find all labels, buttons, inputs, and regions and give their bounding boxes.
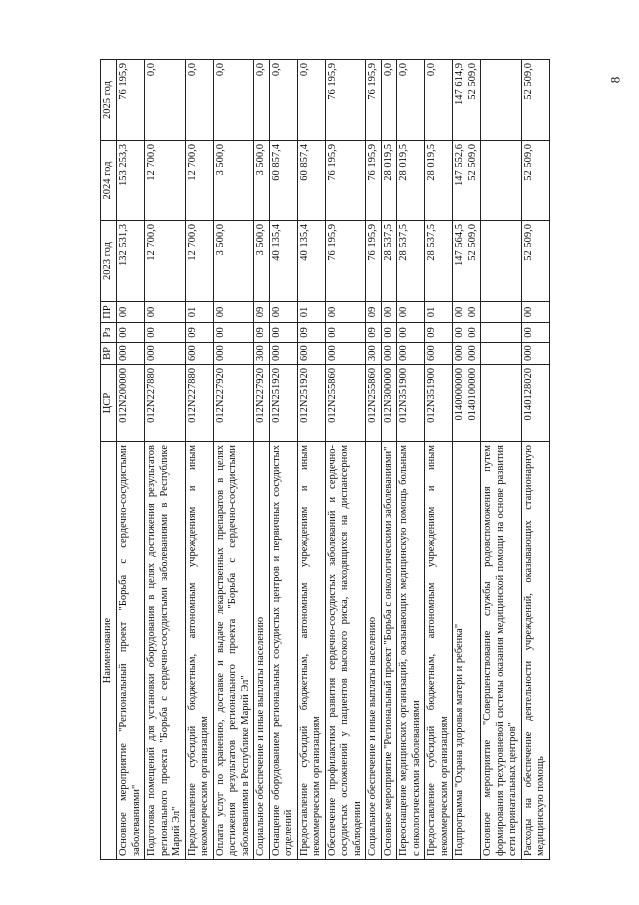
table-row: [453, 60, 481, 860]
cell-2023-value: 12 700,0: [146, 224, 157, 261]
cell-rz-value: 09: [367, 327, 378, 338]
cell-2024: [254, 141, 270, 221]
cell-2023-value: 28 537,5: [382, 224, 394, 261]
cell-vr: [325, 343, 366, 365]
cell-pr-value: 00: [522, 306, 534, 318]
cell-pr: [521, 302, 549, 323]
cell-pr-value: 09: [367, 306, 378, 318]
cell-2024-value: 52 509,0: [466, 144, 478, 181]
cell-2025-value: 76 195,9: [367, 63, 378, 100]
cell-pr: [325, 302, 366, 323]
table-row: [325, 60, 366, 860]
table-row: [521, 60, 549, 860]
cell-2024-value: 76 195,9: [367, 144, 378, 181]
cell-vr: [481, 343, 522, 365]
cell-pr: [397, 302, 425, 323]
table-row: [366, 60, 382, 860]
cell-vr-value: 300: [255, 345, 266, 361]
cell-2023: [481, 221, 522, 302]
cell-2024: [453, 141, 481, 221]
cell-2024-value: 28 019,5: [398, 144, 409, 181]
cell-2024: [481, 141, 522, 221]
cell-2023: [269, 221, 297, 302]
cell-csr-value: 012N300000: [382, 368, 394, 423]
cell-2023-value: 40 135,4: [270, 224, 282, 261]
cell-rz: [521, 323, 549, 343]
cell-2023-value: 76 195,9: [326, 224, 338, 261]
cell-2025-value: 76 195,9: [326, 63, 338, 100]
cell-name: Основное мероприятие "Совершенствование службы родовспоможения путем формирования трехуровневой системы оказания медицинской помощи на основе развития сети перинатальных центров": [481, 442, 522, 860]
cell-2025: [269, 60, 297, 141]
cell-csr: [521, 365, 549, 442]
cell-vr: [397, 343, 425, 365]
cell-pr-value: 00: [146, 306, 157, 318]
cell-csr: [185, 365, 213, 442]
cell-rz: [481, 323, 522, 343]
cell-2024-value: 60 857,4: [298, 144, 310, 181]
table-row: [481, 60, 522, 860]
cell-2023-value: 28 537,5: [426, 224, 437, 261]
cell-rz: [397, 323, 425, 343]
cell-vr: [381, 343, 397, 365]
cell-vr: [145, 343, 186, 365]
cell-rz-value: 00: [382, 327, 394, 338]
cell-vr-value: 000: [118, 345, 129, 361]
cell-2024-value: 12 700,0: [146, 144, 157, 181]
cell-2025: [254, 60, 270, 141]
cell-2023: [185, 221, 213, 302]
cell-pr-value: 00: [326, 306, 338, 318]
header-2023: 2023 год: [101, 221, 117, 302]
cell-2023-value: 147 564,5: [454, 224, 465, 266]
cell-vr: [185, 343, 213, 365]
cell-csr: [213, 365, 254, 442]
cell-2023-value: 40 135,4: [298, 224, 310, 261]
cell-rz-value: 00: [118, 327, 129, 338]
cell-2023: [117, 221, 145, 302]
cell-csr-value: 012N255860: [367, 368, 378, 423]
cell-csr-value: 0140100000: [466, 368, 478, 421]
cell-pr-value: 01: [426, 306, 437, 318]
page-number: 8: [607, 76, 623, 84]
cell-2025-value: 0,0: [214, 63, 226, 77]
cell-name: Обеспечение профилактики развития сердечно-сосудистых заболеваний и сердечно-сосудистых осложнений у пациентов высокого риска, находящихся на диспансерном наблюдении: [325, 442, 366, 860]
table-row: [397, 60, 425, 860]
cell-pr-value: 00: [382, 306, 394, 318]
cell-csr: [381, 365, 397, 442]
cell-rz-value: 00: [270, 327, 282, 338]
cell-name: Социальное обеспечение и иные выплаты населению: [254, 442, 270, 860]
cell-2025: [481, 60, 522, 141]
table-row: [145, 60, 186, 860]
cell-vr: [117, 343, 145, 365]
cell-2025-value: 0,0: [270, 63, 282, 77]
cell-2023-value: 3 500,0: [255, 224, 266, 256]
cell-vr: [425, 343, 453, 365]
cell-2025: [381, 60, 397, 141]
cell-csr-value: 012N200000: [118, 368, 129, 423]
cell-2023: [254, 221, 270, 302]
cell-pr-value: 01: [186, 306, 198, 318]
cell-2024: [397, 141, 425, 221]
cell-2024: [425, 141, 453, 221]
cell-csr-value: 012N227920: [214, 368, 226, 423]
header-vr: ВР: [101, 343, 117, 365]
cell-2025: [145, 60, 186, 141]
cell-pr-value: 00: [118, 306, 129, 318]
cell-pr: [254, 302, 270, 323]
cell-rz-value: 00: [326, 327, 338, 338]
cell-2024-value: 3 500,0: [255, 144, 266, 176]
cell-2023-value: 12 700,0: [186, 224, 198, 261]
cell-pr-value: 00: [466, 306, 478, 318]
table-row: [425, 60, 453, 860]
cell-rz: [453, 323, 481, 343]
cell-name: Переоснащение медицинских организаций, оказывающих медицинскую помощь больным с онкологическими заболеваниями: [397, 442, 425, 860]
cell-rz-value: 00: [398, 327, 409, 338]
budget-table-container: [100, 60, 605, 860]
cell-pr-value: 00: [270, 306, 282, 318]
cell-csr: [145, 365, 186, 442]
cell-pr: [366, 302, 382, 323]
cell-rz: [269, 323, 297, 343]
table-row: [117, 60, 145, 860]
cell-vr: [297, 343, 325, 365]
cell-csr-value: 012N351900: [398, 368, 409, 423]
cell-2024-value: 28 019,5: [382, 144, 394, 181]
cell-rz: [381, 323, 397, 343]
cell-2023-value: 132 531,3: [118, 224, 129, 266]
cell-pr: [453, 302, 481, 323]
cell-rz-value: 00: [522, 327, 534, 338]
cell-pr-value: 00: [454, 306, 465, 318]
cell-2024: [325, 141, 366, 221]
cell-vr-value: 000: [398, 345, 409, 361]
cell-2025: [117, 60, 145, 141]
cell-2023: [366, 221, 382, 302]
cell-csr: [453, 365, 481, 442]
cell-2024: [213, 141, 254, 221]
cell-rz: [185, 323, 213, 343]
cell-pr: [213, 302, 254, 323]
cell-name: Оснащение оборудованием региональных сосудистых центров и первичных сосудистых отделений: [269, 442, 297, 860]
cell-2024: [117, 141, 145, 221]
cell-csr: [481, 365, 522, 442]
cell-2023-value: 3 500,0: [214, 224, 226, 256]
cell-2025-value: 76 195,9: [118, 63, 129, 100]
cell-csr-value: 012N251920: [270, 368, 282, 423]
cell-rz-value: 09: [255, 327, 266, 338]
cell-csr-value: 012N251920: [298, 368, 310, 423]
cell-name: Социальное обеспечение и иные выплаты населению: [366, 442, 382, 860]
cell-vr-value: 000: [270, 345, 282, 361]
cell-name: Предоставление субсидий бюджетным, автономным учреждениям и иным некоммерческим организациям: [297, 442, 325, 860]
cell-name: Основное мероприятие "Региональный проект "Борьба с онкологическими заболеваниями": [381, 442, 397, 860]
cell-2025: [425, 60, 453, 141]
cell-csr: [425, 365, 453, 442]
cell-2023: [425, 221, 453, 302]
cell-vr: [254, 343, 270, 365]
cell-vr-value: 000: [214, 345, 226, 361]
cell-pr-value: 00: [214, 306, 226, 318]
cell-vr-value: 000: [466, 345, 478, 361]
cell-2025: [397, 60, 425, 141]
cell-vr-value: 300: [367, 345, 378, 361]
cell-csr: [366, 365, 382, 442]
cell-csr: [397, 365, 425, 442]
cell-rz: [425, 323, 453, 343]
cell-pr: [185, 302, 213, 323]
cell-vr-value: 000: [454, 345, 465, 361]
cell-vr-value: 600: [426, 345, 437, 361]
cell-name: Предоставление субсидий бюджетным, автономным учреждениям и иным некоммерческим организациям: [425, 442, 453, 860]
cell-2025-value: 0,0: [398, 63, 409, 77]
header-pr: ПР: [101, 302, 117, 323]
cell-rz-value: 09: [298, 327, 310, 338]
cell-2024-value: 28 019,5: [426, 144, 437, 181]
cell-vr-value: 600: [186, 345, 198, 361]
cell-rz-value: 09: [186, 327, 198, 338]
cell-2023-value: 52 509,0: [466, 224, 478, 261]
cell-pr: [297, 302, 325, 323]
cell-2023-value: 28 537,5: [398, 224, 409, 261]
cell-vr: [453, 343, 481, 365]
cell-vr-value: 000: [326, 345, 338, 361]
cell-rz-value: 09: [426, 327, 437, 338]
cell-2023: [213, 221, 254, 302]
cell-pr-value: 00: [398, 306, 409, 318]
cell-rz-value: 00: [454, 327, 465, 338]
header-csr: ЦСР: [101, 365, 117, 442]
cell-2025: [325, 60, 366, 141]
cell-2025-value: 147 614,9: [454, 63, 465, 105]
cell-2024-value: 3 500,0: [214, 144, 226, 176]
cell-vr: [366, 343, 382, 365]
cell-rz: [254, 323, 270, 343]
cell-2024: [297, 141, 325, 221]
cell-pr: [145, 302, 186, 323]
header-2024: 2024 год: [101, 141, 117, 221]
cell-csr-value: 012N227920: [255, 368, 266, 423]
cell-name: Подпрограмма "Охрана здоровья матери и ребенка": [453, 442, 481, 860]
cell-2025-value: 0,0: [298, 63, 310, 77]
cell-csr: [297, 365, 325, 442]
cell-rz: [145, 323, 186, 343]
cell-vr-value: 000: [146, 345, 157, 361]
cell-name: Расходы на обеспечение деятельности учреждений, оказывающих стационарную медицинскую помощь: [521, 442, 549, 860]
cell-2025: [366, 60, 382, 141]
cell-name: Оплата услуг по хранению, доставке и выдаче лекарственных препаратов в целях достижения результатов регионального проекта "Борьба с сердечно-сосудистыми заболеваниями в Республике Марий Эл": [213, 442, 254, 860]
cell-2023: [145, 221, 186, 302]
cell-csr: [325, 365, 366, 442]
cell-pr-value: 01: [298, 306, 310, 318]
cell-csr: [269, 365, 297, 442]
header-name: Наименование: [101, 442, 117, 860]
cell-2025: [521, 60, 549, 141]
cell-2024-value: 76 195,9: [326, 144, 338, 181]
cell-rz-value: 00: [466, 327, 478, 338]
cell-csr-value: 012N227880: [146, 368, 157, 423]
cell-csr-value: 012N227880: [186, 368, 198, 423]
table-header-row: [101, 60, 117, 860]
cell-vr-value: 600: [298, 345, 310, 361]
cell-vr: [269, 343, 297, 365]
cell-2025: [213, 60, 254, 141]
table-row: [269, 60, 297, 860]
cell-2023: [521, 221, 549, 302]
cell-rz: [366, 323, 382, 343]
table-row: [185, 60, 213, 860]
cell-2025: [453, 60, 481, 141]
cell-vr: [521, 343, 549, 365]
table-row: [254, 60, 270, 860]
cell-pr: [269, 302, 297, 323]
cell-2025-value: 52 509,0: [466, 63, 478, 100]
cell-rz-value: 00: [146, 327, 157, 338]
table-row: [213, 60, 254, 860]
cell-rz: [325, 323, 366, 343]
cell-2023: [381, 221, 397, 302]
cell-2024-value: 60 857,4: [270, 144, 282, 181]
cell-csr-value: 0140000000: [454, 368, 465, 421]
cell-csr-value: 012N351900: [426, 368, 437, 423]
cell-rz: [117, 323, 145, 343]
cell-2023: [397, 221, 425, 302]
cell-2023: [453, 221, 481, 302]
cell-2025-value: 0,0: [382, 63, 394, 77]
cell-vr: [213, 343, 254, 365]
cell-csr: [254, 365, 270, 442]
cell-2025-value: 0,0: [255, 63, 266, 77]
cell-name: Предоставление субсидий бюджетным, автономным учреждениям и иным некоммерческим организациям: [185, 442, 213, 860]
cell-pr-value: 09: [255, 306, 266, 318]
cell-pr: [381, 302, 397, 323]
table-row: [297, 60, 325, 860]
cell-pr: [117, 302, 145, 323]
cell-pr: [425, 302, 453, 323]
cell-vr-value: 000: [382, 345, 394, 361]
cell-2025-value: 52 509,0: [522, 63, 534, 100]
cell-2024-value: 12 700,0: [186, 144, 198, 181]
cell-2024: [269, 141, 297, 221]
cell-2024: [521, 141, 549, 221]
header-2025: 2025 год: [101, 60, 117, 141]
cell-csr-value: 0140128020: [522, 368, 534, 421]
cell-rz-value: 00: [214, 327, 226, 338]
cell-2024: [145, 141, 186, 221]
cell-2024: [185, 141, 213, 221]
cell-2024-value: 153 253,3: [118, 144, 129, 186]
cell-2024-value: 52 509,0: [522, 144, 534, 181]
cell-rz: [213, 323, 254, 343]
cell-name: Подготовка помещений для установки оборудования в целях достижения результатов регионального проекта "Борьба с сердечно-сосудистыми заболеваниями в Республике Марий Эл": [145, 442, 186, 860]
cell-2025-value: 0,0: [426, 63, 437, 77]
cell-2025: [185, 60, 213, 141]
cell-2025: [297, 60, 325, 141]
cell-2023-value: 52 509,0: [522, 224, 534, 261]
cell-name: Основное мероприятие "Региональный проект "Борьба с сердечно-сосудистыми заболеваниями": [117, 442, 145, 860]
cell-2025-value: 0,0: [146, 63, 157, 77]
header-rz: Рз: [101, 323, 117, 343]
cell-2024: [366, 141, 382, 221]
cell-vr-value: 000: [522, 345, 534, 361]
cell-csr: [117, 365, 145, 442]
table-body: [117, 60, 550, 860]
cell-2023: [297, 221, 325, 302]
cell-rz: [297, 323, 325, 343]
budget-table: [100, 59, 550, 860]
cell-2024-value: 147 552,6: [454, 144, 465, 186]
cell-2024: [381, 141, 397, 221]
cell-2025-value: 0,0: [186, 63, 198, 77]
cell-csr-value: 012N255860: [326, 368, 338, 423]
cell-pr: [481, 302, 522, 323]
cell-2023-value: 76 195,9: [367, 224, 378, 261]
cell-2023: [325, 221, 366, 302]
table-row: [381, 60, 397, 860]
